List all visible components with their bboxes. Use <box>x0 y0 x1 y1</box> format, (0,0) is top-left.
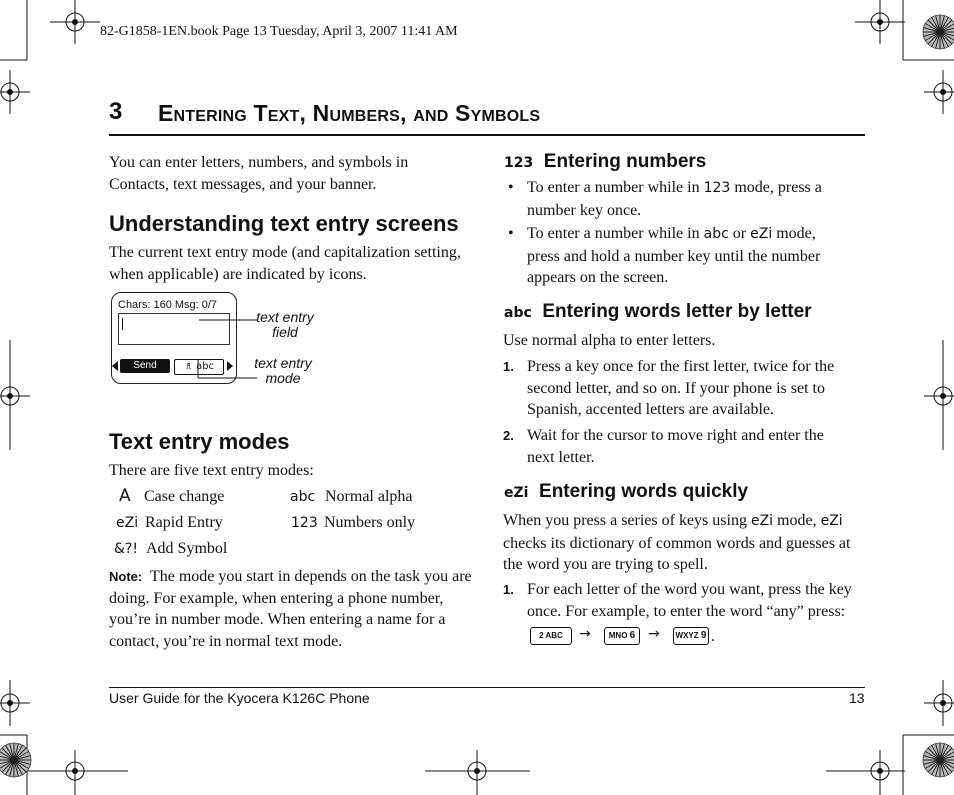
alpha-mode-icon: abc <box>504 305 532 321</box>
print-slug: 82-G1858-1EN.book Page 13 Tuesday, April 3, 2007 11:41 AM <box>100 24 458 39</box>
mode-indicator: ♗ abc <box>174 359 224 375</box>
numbers-bullet-2: • To enter a number while in abc or eZi mode, press and hold a number key until the number appears on the screen. <box>508 225 821 286</box>
key-6-mno-icon: MNO 6 <box>604 627 640 645</box>
words-quickly-heading: eZi Entering words quickly <box>504 481 749 502</box>
intro-paragraph: You can enter letters, numbers, and symbols in Contacts, text messages, and your banner. <box>109 154 409 193</box>
mode-normal-alpha-icon: abc <box>290 489 316 505</box>
send-softkey: Send <box>120 359 170 373</box>
callout-text-entry-mode: text entry mode <box>254 355 312 386</box>
numbers-mode-icon: 123 <box>703 180 731 196</box>
sentence-period: . <box>711 628 715 645</box>
text-cursor <box>122 318 123 330</box>
chapter-title: Entering Text, Numbers, and Symbols <box>158 100 541 126</box>
ezi-mode-icon: eZi <box>750 513 774 529</box>
chapter-number: 3 <box>109 98 123 125</box>
quick-intro: When you press a series of keys using eZi mode, eZi checks its dictionary of common words and guesses at the word you are trying to spell. <box>503 512 851 573</box>
entering-numbers-heading: 123 Entering numbers <box>504 151 707 172</box>
quick-step-1: 1. For each letter of the word you want, press the key once. For example, to enter the word “any” press: <box>503 581 852 620</box>
mode-normal-alpha-label: Normal alpha <box>325 488 413 505</box>
footer-rule <box>109 687 865 688</box>
mode-add-symbol-icon: &?! <box>114 541 138 557</box>
left-arrow-icon <box>112 361 118 371</box>
character-counter: Chars: 160 Msg: 0/7 <box>118 299 218 311</box>
ezi-mode-icon: eZi <box>750 226 773 242</box>
letters-step-1: 1. Press a key once for the first letter, twice for the second letter, and so on. If your phone is set to Spanish, accented letters are available. <box>503 358 835 418</box>
mode-rapid-entry-icon: eZi <box>116 515 139 531</box>
modes-intro: There are five text entry modes: <box>109 462 314 479</box>
title-rule <box>109 134 865 136</box>
note-text: The mode you start in depends on the task you are doing. For example, when entering a phone number, you’re in number mode. When entering a name for a contact, you’re in normal text mode. <box>109 568 472 650</box>
letter-by-letter-heading: abc Entering words letter by letter <box>504 301 812 322</box>
mode-numbers-only-label: Numbers only <box>324 514 416 531</box>
arrow-right-icon: → <box>579 626 591 642</box>
callout-text-entry-field: text entry field <box>256 309 314 340</box>
key-9-wxyz-icon: WXYZ 9 <box>673 627 709 645</box>
alpha-mode-icon: abc <box>703 226 729 242</box>
ezi-mode-icon: eZi <box>504 485 529 501</box>
letters-intro: Use normal alpha to enter letters. <box>503 332 716 349</box>
footer-guide-title: User Guide for the Kyocera K126C Phone <box>109 690 370 706</box>
page-number: 13 <box>849 690 865 706</box>
numbers-bullet-1: • To enter a number while in 123 mode, press a number key once. <box>508 179 822 219</box>
letters-step-2: 2. Wait for the cursor to move right and enter the next letter. <box>503 427 824 466</box>
note-label: Note: <box>109 569 143 584</box>
key-2-abc-icon: 2 ABC <box>530 627 572 645</box>
understanding-heading: Understanding text entry screens <box>109 211 459 236</box>
arrow-right-icon: → <box>648 626 660 642</box>
ezi-mode-icon: eZi <box>820 513 843 529</box>
note-paragraph <box>109 566 473 652</box>
mode-numbers-only-icon: 123 <box>291 515 318 531</box>
text-entry-modes-heading: Text entry modes <box>109 429 290 454</box>
mode-case-change-icon: A <box>119 486 131 506</box>
bullet-icon: • <box>508 179 514 196</box>
bullet-icon: • <box>508 225 514 242</box>
mode-add-symbol-label: Add Symbol <box>146 540 228 557</box>
understanding-paragraph: The current text entry mode (and capitalization setting, when applicable) are indicated by icons. <box>109 244 461 283</box>
mode-rapid-entry-label: Rapid Entry <box>145 514 223 531</box>
mode-case-change-label: Case change <box>144 488 225 505</box>
numbers-mode-icon: 123 <box>504 155 534 171</box>
